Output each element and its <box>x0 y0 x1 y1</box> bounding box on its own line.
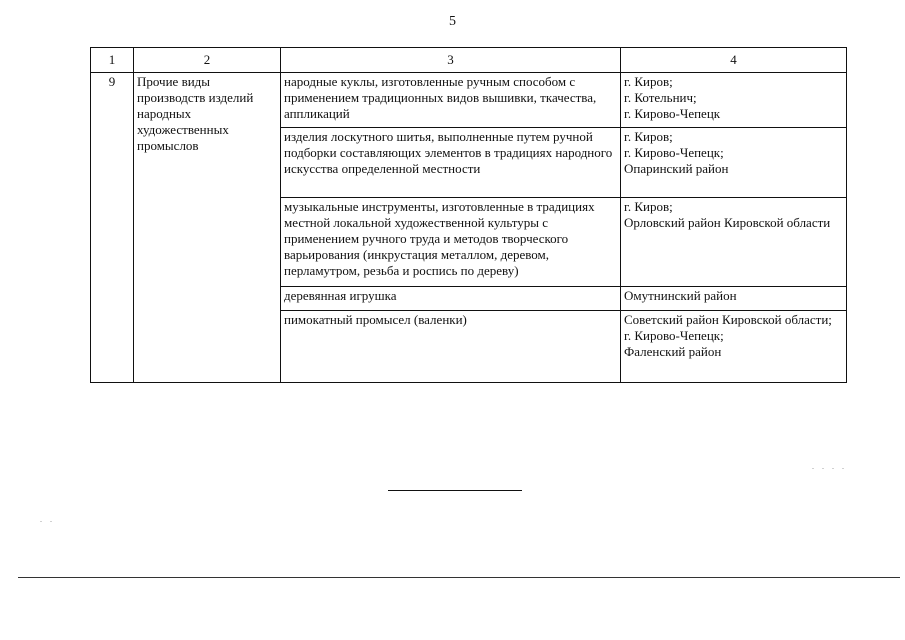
item-location: г. Киров; г. Кирово-Чепецк; Опаринский район <box>621 128 847 198</box>
column-header-3: 3 <box>281 48 621 73</box>
item-description: музыкальные инструменты, изготовленные в традициях местной локальной художественной культуры с применением ручного труда и методов творческого варьирования (инкрустация металлом, деревом, перламутром, резьба и роспись по дереву) <box>281 198 621 287</box>
end-separator-line <box>388 490 522 491</box>
page-number: 5 <box>449 14 456 29</box>
item-location: г. Киров; г. Котельнич; г. Кирово-Чепецк <box>621 73 847 128</box>
column-header-4: 4 <box>621 48 847 73</box>
item-location: Омутнинский район <box>621 287 847 311</box>
item-description: изделия лоскутного шитья, выполненные путем ручной подборки составляющих элементов в традициях народного искусства определенной местности <box>281 128 621 198</box>
crafts-table <box>90 47 847 383</box>
group-category: Прочие виды производств изделий народных художественных промыслов <box>134 73 281 383</box>
item-location: Советский район Кировской области; г. Кирово-Чепецк; Фаленский район <box>621 311 847 383</box>
footer-line <box>18 577 900 578</box>
item-description: деревянная игрушка <box>281 287 621 311</box>
scan-noise: . . <box>40 515 55 524</box>
group-number: 9 <box>91 73 134 383</box>
table-header-row <box>91 48 847 73</box>
item-description: пимокатный промысел (валенки) <box>281 311 621 383</box>
item-description: народные куклы, изготовленные ручным способом с применением традиционных видов вышивки, ткачества, аппликаций <box>281 73 621 128</box>
scan-noise: . . . . <box>812 462 847 471</box>
table-row <box>91 73 847 128</box>
item-location: г. Киров; Орловский район Кировской области <box>621 198 847 287</box>
column-header-2: 2 <box>134 48 281 73</box>
column-header-1: 1 <box>91 48 134 73</box>
